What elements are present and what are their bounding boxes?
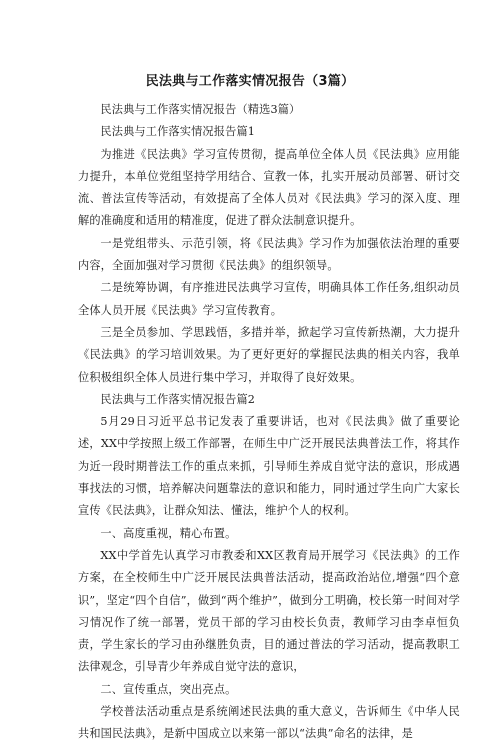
subtitle-line: 民法典与工作落实情况报告（精选3篇） [100, 103, 301, 116]
paragraph: 二是统筹协调，有序推进民法典学习宣传，明确具体工作任务,组织动员全体人员开展《民法典》学习宣传教育。 [78, 281, 460, 317]
subsection-heading-2: 二、宣传重点，突出亮点。 [100, 682, 237, 696]
document-title: 民法典与工作落实情况报告（3篇） [145, 74, 355, 89]
section-heading-2: 民法典与工作落实情况报告篇2 [100, 392, 256, 406]
paragraph: 三是全员参加、学思践悟，多措并举，掀起学习宣传新热潮，大力提升《民法典》的学习培训效果。为了更好更好的掌握民法典的相关内容，我单位积极组织全体人员进行集中学习，并取得了良好效果。 [78, 325, 460, 384]
paragraph: 一是党组带头、示范引领，将《民法典》学习作为加强依法治理的重要内容，全面加强对学习贯彻《民法典》的组织领导。 [78, 236, 460, 273]
section-heading-1: 民法典与工作落实情况报告篇1 [100, 125, 256, 139]
subsection-heading-1: 一、高度重视，精心布置。 [100, 526, 237, 540]
paragraph: 5月29日习近平总书记发表了重要讲话，也对《民法典》做了重要论述，XX中学按照上级工作部署，在师生中广泛开展民法典普法工作，将其作为近一段时期普法工作的重点来抓，引导师生养成自觉守法的意识，形成遇事找法的习惯，培养解决问题靠法的意识和能力，同时通过学生向广大家长宣传《民法典》，让群众知法、懂法，维护个人的权利。 [78, 415, 460, 518]
paragraph: 学校普法活动重点是系统阐述民法典的重大意义，告诉师生《中华人民共和国民法典》，是新中国成立以来第一部以“法典”命名的法律，是 [78, 705, 460, 741]
paragraph: XX中学首先认真学习市教委和XX区教育局开展学习《民法典》的工作方案，在全校师生中广泛开展民法典普法活动，提高政治站位,增强“四个意识”，坚定“四个自信”，做到“两个维护”，做到分工明确，校长第一时间对学习情况作了统一部署，党员干部的学习由校长负责，教师学习由李卓恒负责，学生家长的学习由孙继胜负责，目的通过普法的学习活动，提高教职工法律观念，引导青少年养成自觉守法的意识， [78, 548, 460, 674]
paragraph: 为推进《民法典》学习宣传贯彻，提高单位全体人员《民法典》应用能力提升，本单位党组坚持学用结合、宣教一体，扎实开展动员部署、研讨交流、普法宣传等活动，有效提高了全体人员对《民法典》学习的深入度、理解的准确度和适用的精准度，促进了群众法制意识提升。 [78, 147, 460, 228]
document-body [78, 99, 460, 746]
